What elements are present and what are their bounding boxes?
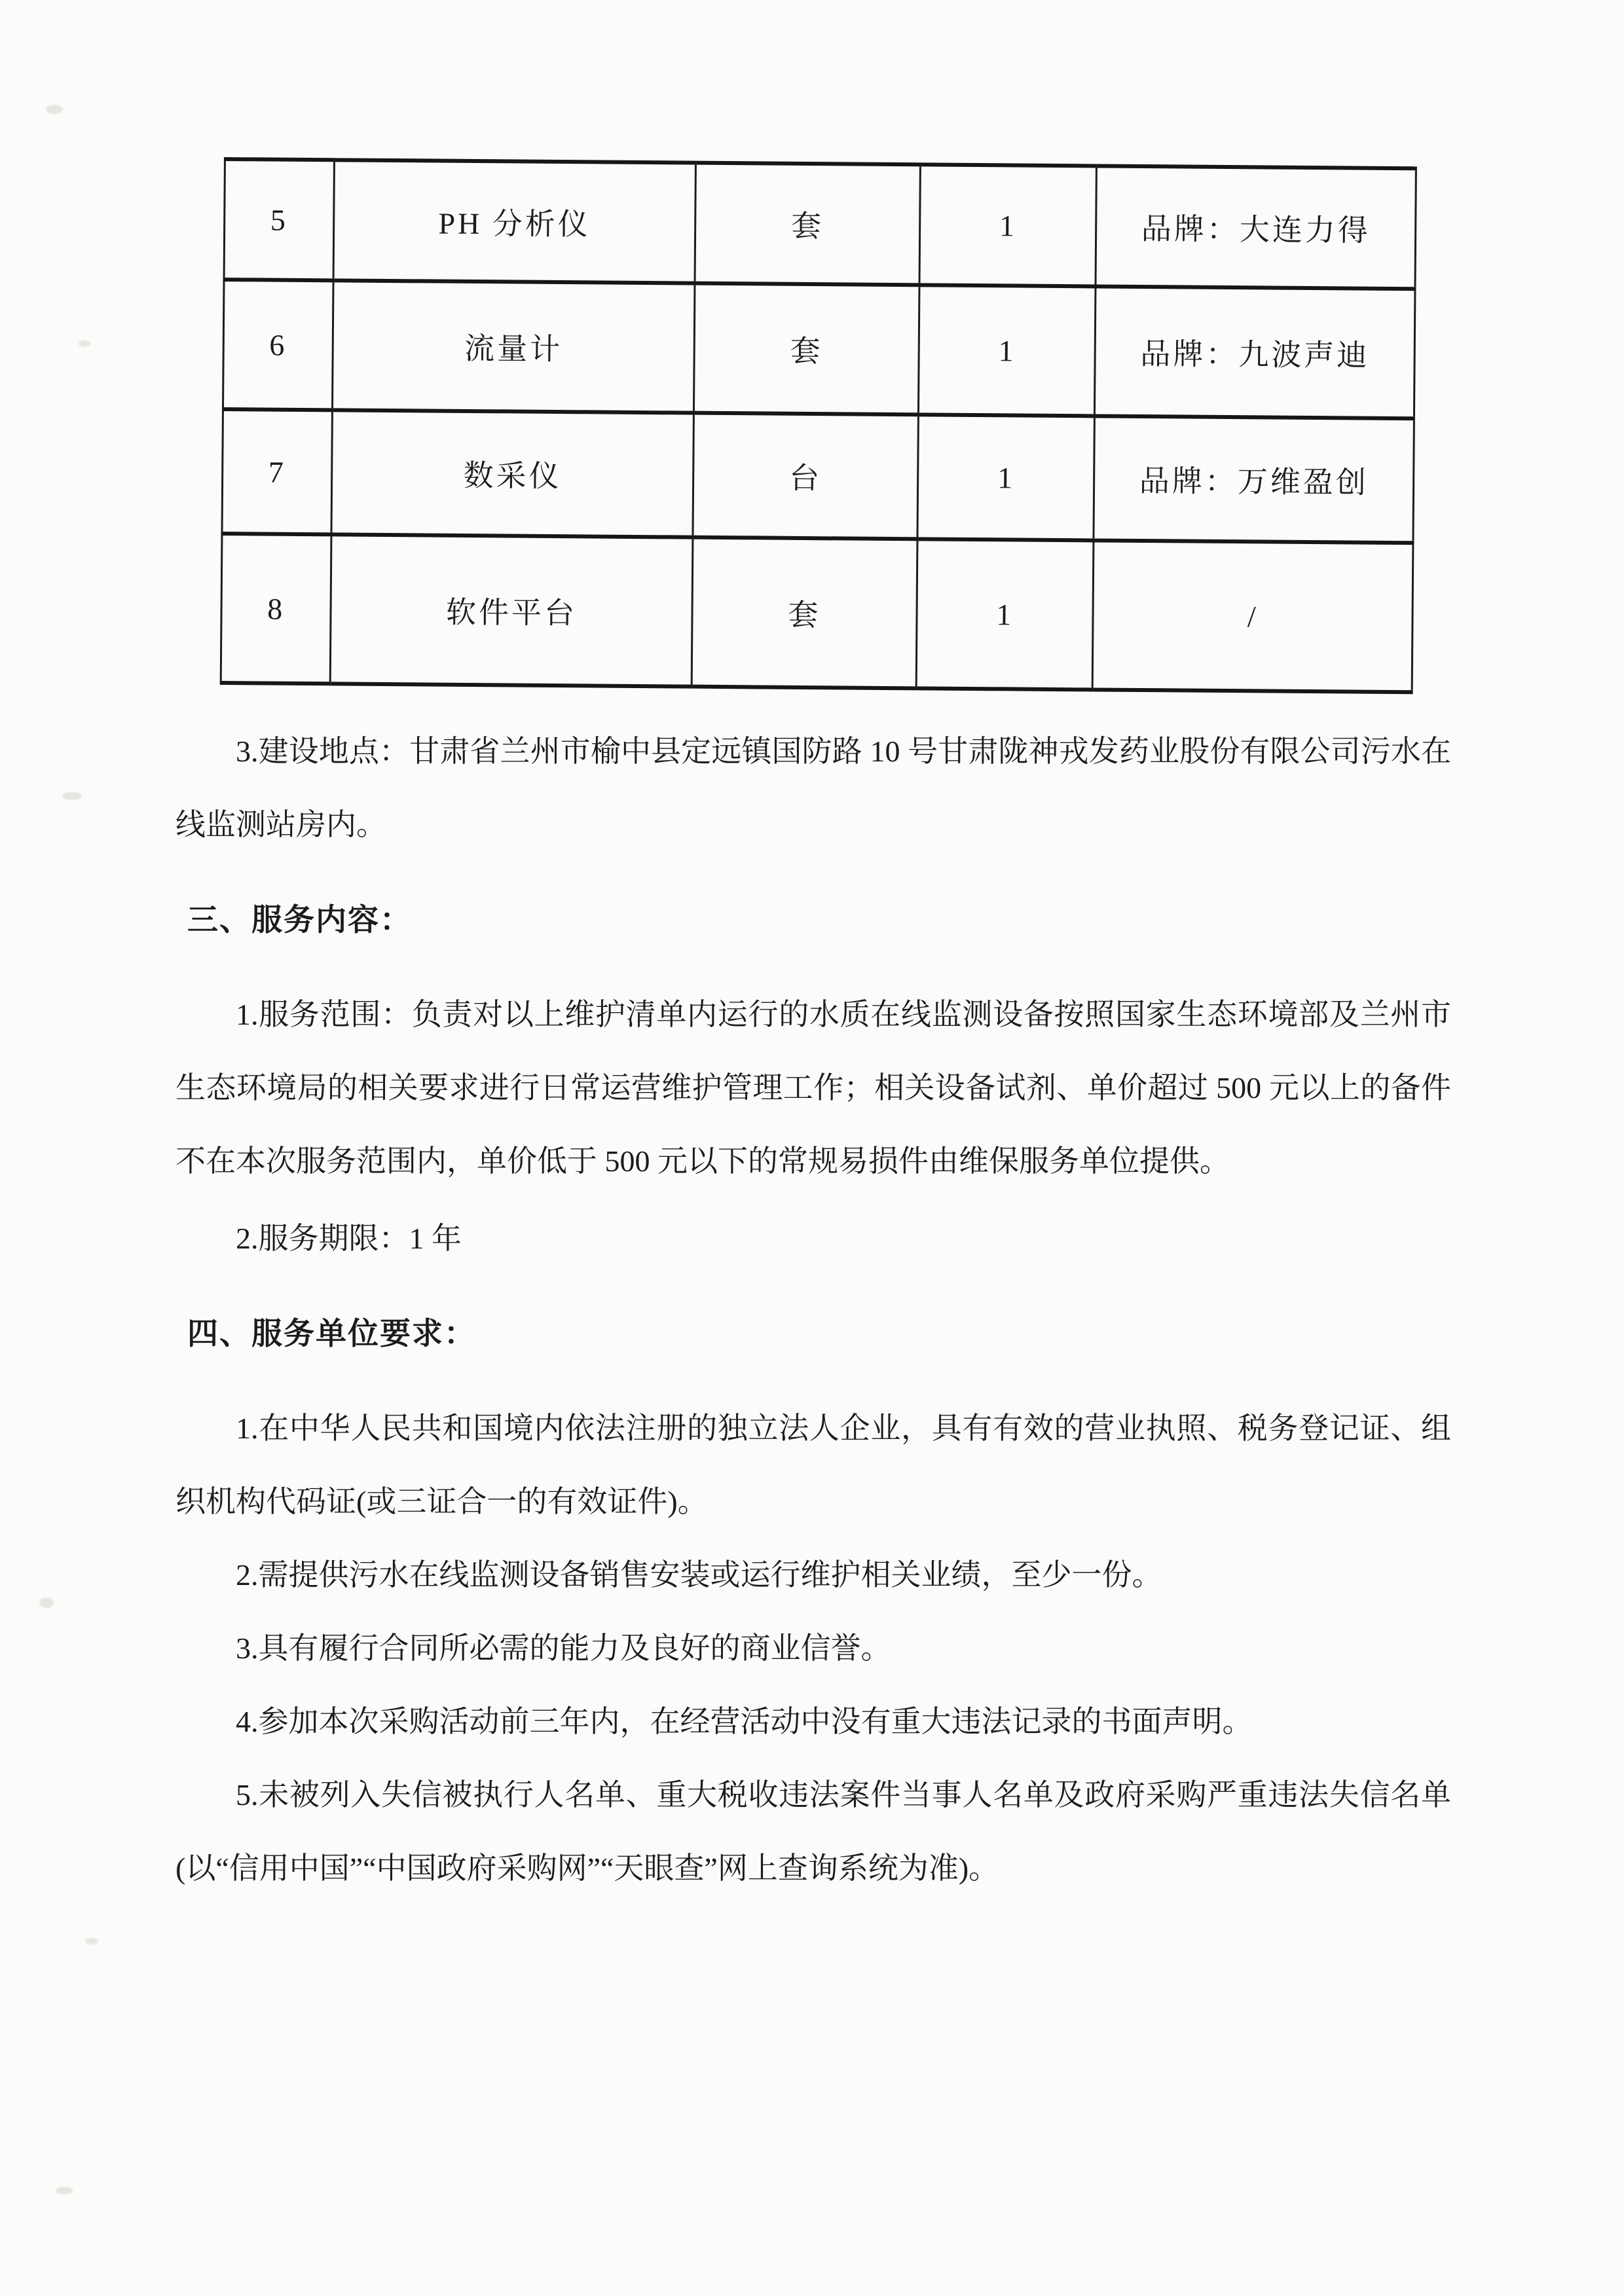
cell-brand: 品牌：九波声迪 — [1095, 286, 1415, 418]
table-row — [222, 409, 1414, 543]
cell-name: PH 分析仪 — [333, 160, 695, 283]
scan-noise-speck — [39, 1597, 54, 1608]
paragraph-service-scope: 1.服务范围：负责对以上维护清单内运行的水质在线监测设备按照国家生态环境部及兰州市生态环境局的相关要求进行日常运营维护管理工作；相关设备试剂、单价超过 500 元以上的备件不在本次服务范围内，单价低于 500 元以下的常规易损件由维保服务单位提供。 — [175, 998, 1451, 1178]
paragraph-requirement-3: 3.具有履行合同所必需的能力及良好的商业信誉。 — [236, 1631, 891, 1665]
cell-name: 软件平台 — [331, 534, 693, 686]
scan-noise-speck — [79, 340, 90, 347]
document-body — [175, 715, 1451, 1905]
cell-brand: 品牌：万维盈创 — [1094, 416, 1414, 543]
paragraph-requirement-5: 5.未被列入失信被执行人名单、重大税收违法案件当事人名单及政府采购严重违法失信名单(以“信用中国”“中国政府采购网”“天眼查”网上查询系统为准)。 — [175, 1778, 1451, 1885]
cell-brand: 品牌：大连力得 — [1096, 166, 1416, 289]
cell-unit: 套 — [692, 538, 918, 689]
heading-service-content: 三、服务内容： — [187, 903, 412, 938]
paragraph-requirement-2: 2.需提供污水在线监测设备销售安装或运行维护相关业绩，至少一份。 — [236, 1558, 1162, 1592]
scan-noise-speck — [56, 2187, 73, 2195]
cell-brand: / — [1093, 540, 1413, 692]
cell-qty: 1 — [916, 539, 1094, 689]
table-row — [224, 159, 1416, 289]
cell-qty: 1 — [917, 414, 1095, 540]
cell-no: 7 — [222, 409, 333, 534]
table-row — [221, 534, 1413, 692]
cell-qty: 1 — [919, 285, 1096, 416]
paragraph-requirement-1: 1.在中华人民共和国境内依法注册的独立法人企业，具有有效的营业执照、税务登记证、组织机构代码证(或三证合一的有效证件)。 — [175, 1412, 1451, 1518]
paragraph-construction-location: 3.建设地点：甘肃省兰州市榆中县定远镇国防路 10 号甘肃陇神戎发药业股份有限公司污水在线监测站房内。 — [175, 735, 1451, 841]
paragraph-requirement-4: 4.参加本次采购活动前三年内，在经营活动中没有重大违法记录的书面声明。 — [236, 1705, 1253, 1738]
cell-name: 数采仪 — [331, 410, 693, 537]
cell-no: 6 — [223, 280, 333, 410]
table-row — [223, 280, 1414, 418]
cell-qty: 1 — [919, 164, 1097, 286]
cell-unit: 套 — [693, 283, 919, 415]
cell-unit: 台 — [692, 413, 918, 539]
cell-unit: 套 — [695, 163, 921, 285]
cell-no: 5 — [224, 159, 335, 280]
paragraph-service-term: 2.服务期限：1 年 — [236, 1222, 462, 1255]
scan-noise-speck — [46, 105, 63, 114]
equipment-table — [220, 157, 1417, 694]
scan-noise-speck — [85, 1938, 98, 1944]
cell-name: 流量计 — [333, 280, 695, 412]
heading-supplier-requirements: 四、服务单位要求： — [187, 1317, 476, 1351]
scan-noise-speck — [62, 792, 82, 800]
cell-no: 8 — [221, 534, 331, 683]
